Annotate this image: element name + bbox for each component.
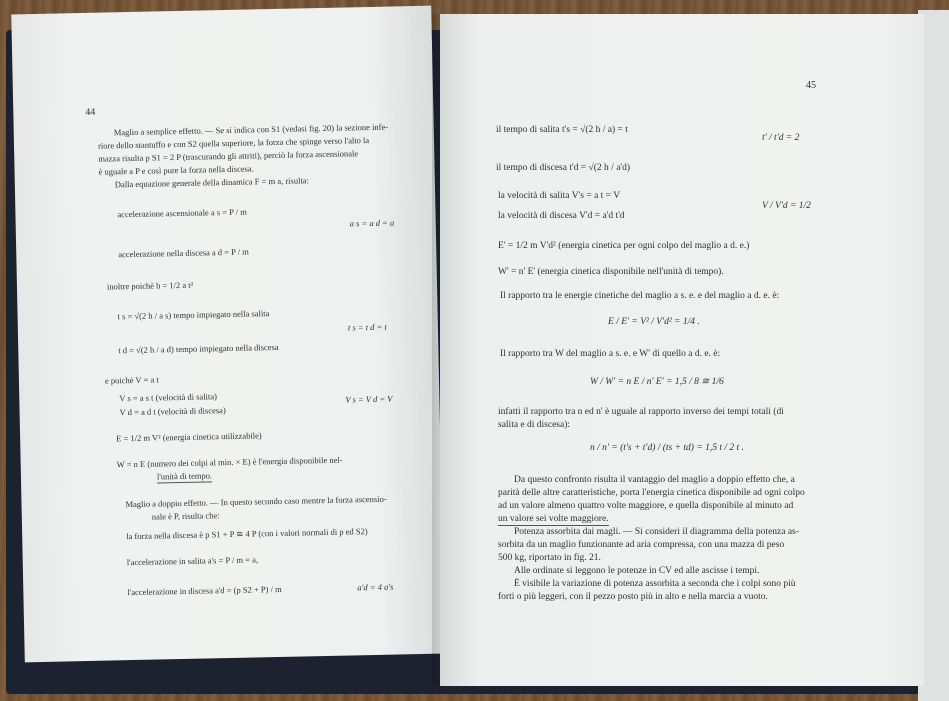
- paragraph-line: e poichè V = a t: [104, 374, 159, 386]
- equation: V s = V d = V: [345, 393, 393, 405]
- equation: l'accelerazione in salita a's = P / m = a,: [126, 554, 259, 568]
- right-page: [440, 14, 924, 686]
- equation: E / E' = V² / V'd² = 1/4 .: [608, 317, 700, 327]
- left-page: [11, 6, 444, 663]
- paragraph-line: Dalla equazione generale della dinamica F = m a, risulta:: [114, 175, 309, 190]
- page-number: 44: [85, 106, 96, 118]
- equation: l'accelerazione in discesa a'd = (p S2 + P) / m: [127, 583, 282, 598]
- equation: il tempo di salita t's = √(2 h / a) = t: [496, 125, 628, 135]
- paragraph-line: mazza risulta p S1 = 2 P (trascurando gli attriti), perciò la forza ascensionale: [98, 148, 359, 164]
- paragraph-line: parità delle altre caratteristiche, porta l'energia cinetica disponibile ad ogni colpo: [498, 488, 805, 498]
- paragraph-line: è uguale a P e così pure la forza nella discesa.: [98, 163, 254, 177]
- paragraph-line: 500 kg, riportato in fig. 21.: [498, 553, 601, 563]
- equation: W = n E (numero dei colpi al min. × E) è l'energia disponibile nel-: [116, 454, 343, 470]
- paragraph-line: Maglio a doppio effetto. — In questo secondo caso mentre la forza ascensio-: [125, 493, 387, 510]
- equation: la velocità di salita V's = a t = V: [498, 191, 621, 201]
- equation: a'd = 4 a's: [357, 581, 394, 593]
- paragraph-line: Il rapporto tra W del maglio a s. e. e W' di quello a d. e. è:: [500, 349, 721, 359]
- paragraph-line: riore dello stantuffo e con S2 quella superiore, la forza che spinge verso l'alto la: [97, 135, 370, 151]
- equation: t' / t'd = 2: [762, 133, 800, 143]
- paragraph-line: Alle ordinate si leggono le potenze in CV ed alle ascisse i tempi.: [514, 566, 760, 576]
- equation: t s = t d = t: [347, 321, 387, 333]
- equation: W' = n' E' (energia cinetica disponibile nell'unità di tempo).: [498, 267, 724, 277]
- paragraph-line: infatti il rapporto tra n ed n' è uguale al rapporto inverso dei tempi totali (di: [498, 407, 784, 417]
- paragraph-line: Potenza assorbita dai magli. — Si consideri il diagramma della potenza as-: [514, 527, 799, 537]
- equation: V / V'd = 1/2: [762, 201, 811, 211]
- equation: il tempo di discesa t'd = √(2 h / a'd): [496, 163, 631, 173]
- equation: accelerazione nella discesa a d = P / m: [118, 246, 249, 260]
- underlined-text: un valore sei volte maggiore.: [498, 514, 609, 524]
- paragraph-line: È visibile la variazione di potenza assorbita a seconda che i colpi sono più: [514, 579, 796, 589]
- paragraph-line: forti o più leggeri, con il pezzo posto più in alto e nella marcia a vuoto.: [498, 592, 768, 602]
- equation: accelerazione ascensionale a s = P / m: [117, 206, 247, 220]
- equation: E' = 1/2 m V'd² (energia cinetica per ogni colpo del maglio a d. e.): [498, 241, 750, 251]
- equation: t d = √(2 h / a d) tempo impiegato nella discesa: [118, 341, 279, 356]
- equation: W / W' = n E / n' E' = 1,5 / 8 ≅ 1/6: [590, 377, 724, 387]
- equation: E = 1/2 m V² (energia cinetica utilizzabile): [116, 430, 262, 444]
- paragraph-line: salita e di discesa):: [498, 420, 571, 430]
- equation: la velocità di discesa V'd = a'd t'd: [498, 211, 625, 221]
- equation: a s = a d = a: [349, 217, 395, 229]
- paragraph-line: ad un valore almeno quattro volte maggiore, e quella disponibile al minuto ad: [498, 501, 794, 511]
- paragraph-line: sorbita da un maglio funzionante ad aria compressa, con una mazza di peso: [498, 540, 785, 550]
- page-number: 45: [806, 80, 816, 91]
- equation: t s = √(2 h / a s) tempo impiegato nella salita: [117, 308, 270, 322]
- equation: n / n' = (t's + t'd) / (ts + td) = 1,5 t / 2 t .: [590, 443, 744, 453]
- paragraph-line: Il rapporto tra le energie cinetiche del maglio a s. e. e del maglio a d. e. è:: [500, 291, 780, 301]
- equation: V d = a d t (velocità di discesa): [119, 405, 226, 418]
- paragraph-line: Maglio a semplice effetto. — Se si indica con S1 (vedasi fig. 20) la sezione infe-: [113, 121, 389, 138]
- underlined-text: l'unità di tempo.: [156, 470, 213, 482]
- paragraph-line: Da questo confronto risulta il vantaggio del maglio a doppio effetto che, a: [514, 475, 795, 485]
- paragraph-line: nale è P, risulta che:: [151, 510, 220, 522]
- equation: la forza nella discesa è p S1 + P ≅ 4 P (con i valori normali di p ed S2): [126, 526, 368, 542]
- equation: inoltre poichè h = 1/2 a t²: [106, 279, 194, 292]
- equation: V s = a s t (velocità di salita): [119, 391, 218, 404]
